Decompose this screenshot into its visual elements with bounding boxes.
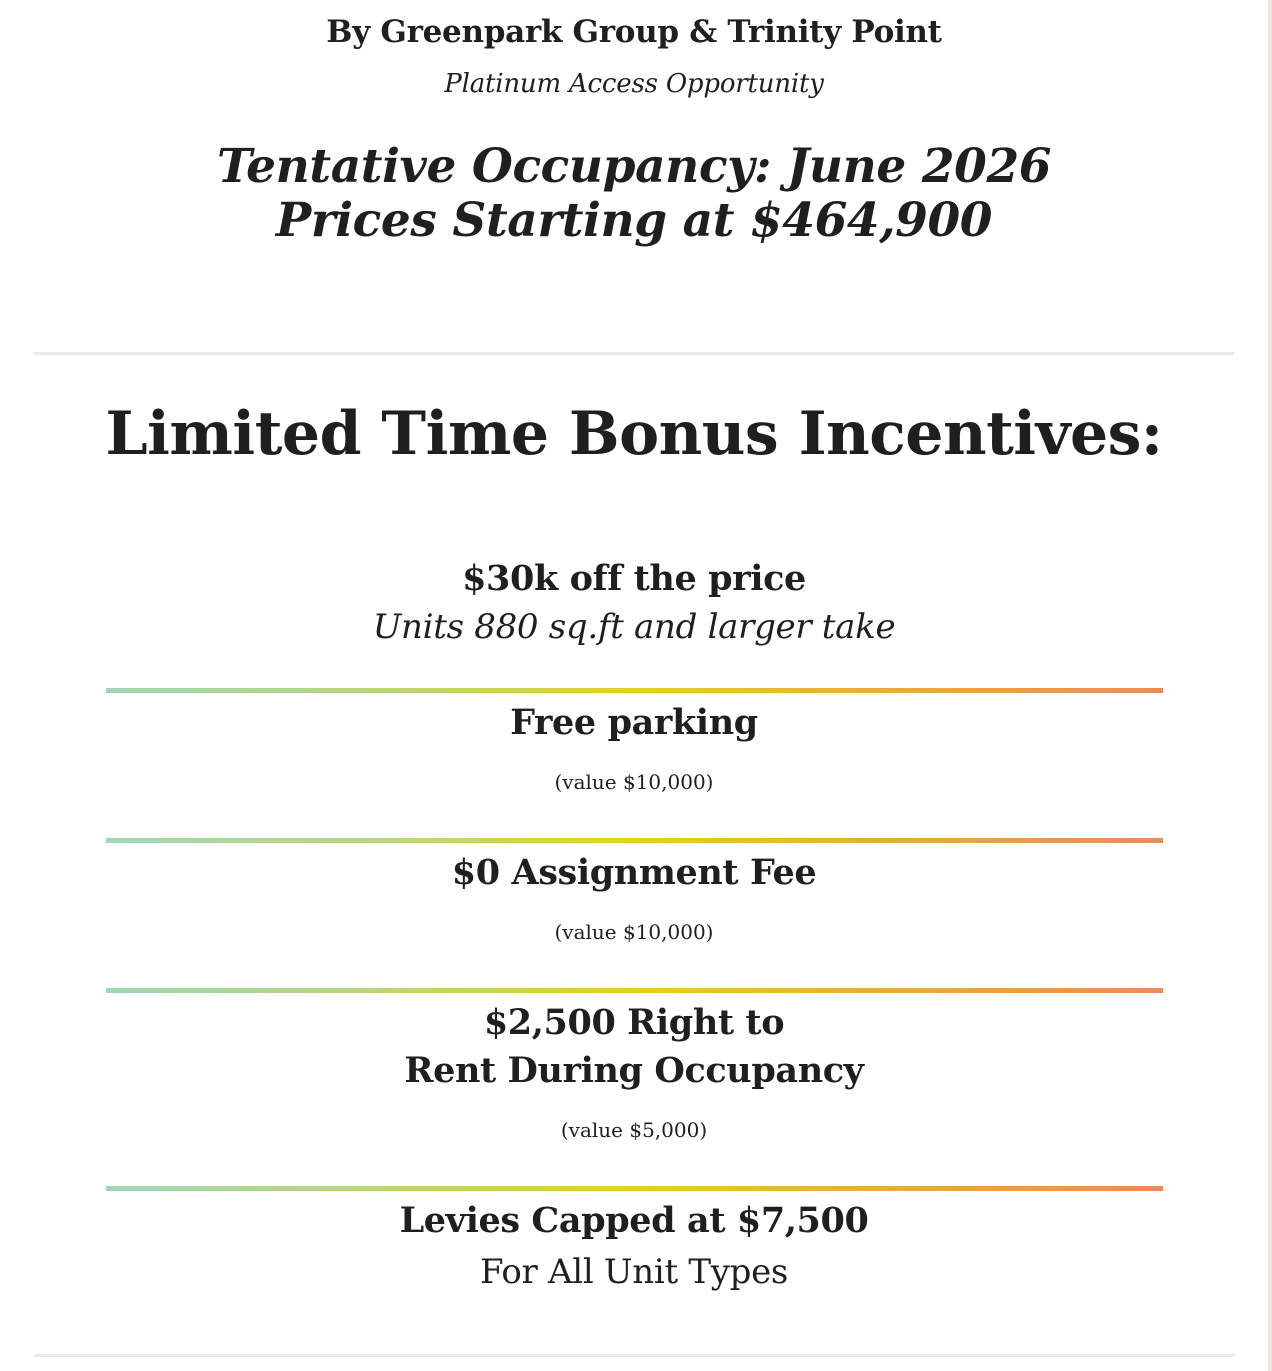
incentive-title-levies: Levies Capped at $7,500	[399, 1200, 869, 1241]
incentive-title-parking: Free parking	[510, 702, 758, 743]
incentive-divider-4	[106, 1186, 1163, 1191]
incentive-title-assignment: $0 Assignment Fee	[451, 852, 817, 893]
incentive-value-parking: (value $10,000)	[554, 770, 714, 794]
incentive-divider-3	[106, 988, 1163, 993]
page-edge	[1268, 0, 1272, 1371]
tagline: Platinum Access Opportunity	[444, 69, 824, 99]
incentive-subtitle-price-off: Units 880 sq.ft and larger take	[372, 607, 896, 647]
price-text: Prices Starting at $464,900	[275, 193, 993, 248]
incentive-title-price-off: $30k off the price	[462, 558, 806, 599]
incentive-title-rent-line2: Rent During Occupancy	[404, 1050, 864, 1091]
headline-block	[0, 140, 1268, 248]
incentive-value-rent: (value $5,000)	[560, 1118, 708, 1142]
incentive-value-assignment: (value $10,000)	[554, 920, 714, 944]
incentive-subtitle-levies: For All Unit Types	[479, 1252, 789, 1292]
incentive-divider-2	[106, 838, 1163, 843]
section-divider-bottom	[34, 1354, 1234, 1357]
incentives-heading: Limited Time Bonus Incentives:	[105, 399, 1163, 469]
occupancy-text: Tentative Occupancy: June 2026	[216, 139, 1052, 194]
developer-byline: By Greenpark Group & Trinity Point	[326, 14, 942, 50]
incentive-title-rent-line1: $2,500 Right to	[483, 1002, 785, 1043]
section-divider-top	[34, 352, 1234, 355]
incentive-divider-1	[106, 688, 1163, 693]
